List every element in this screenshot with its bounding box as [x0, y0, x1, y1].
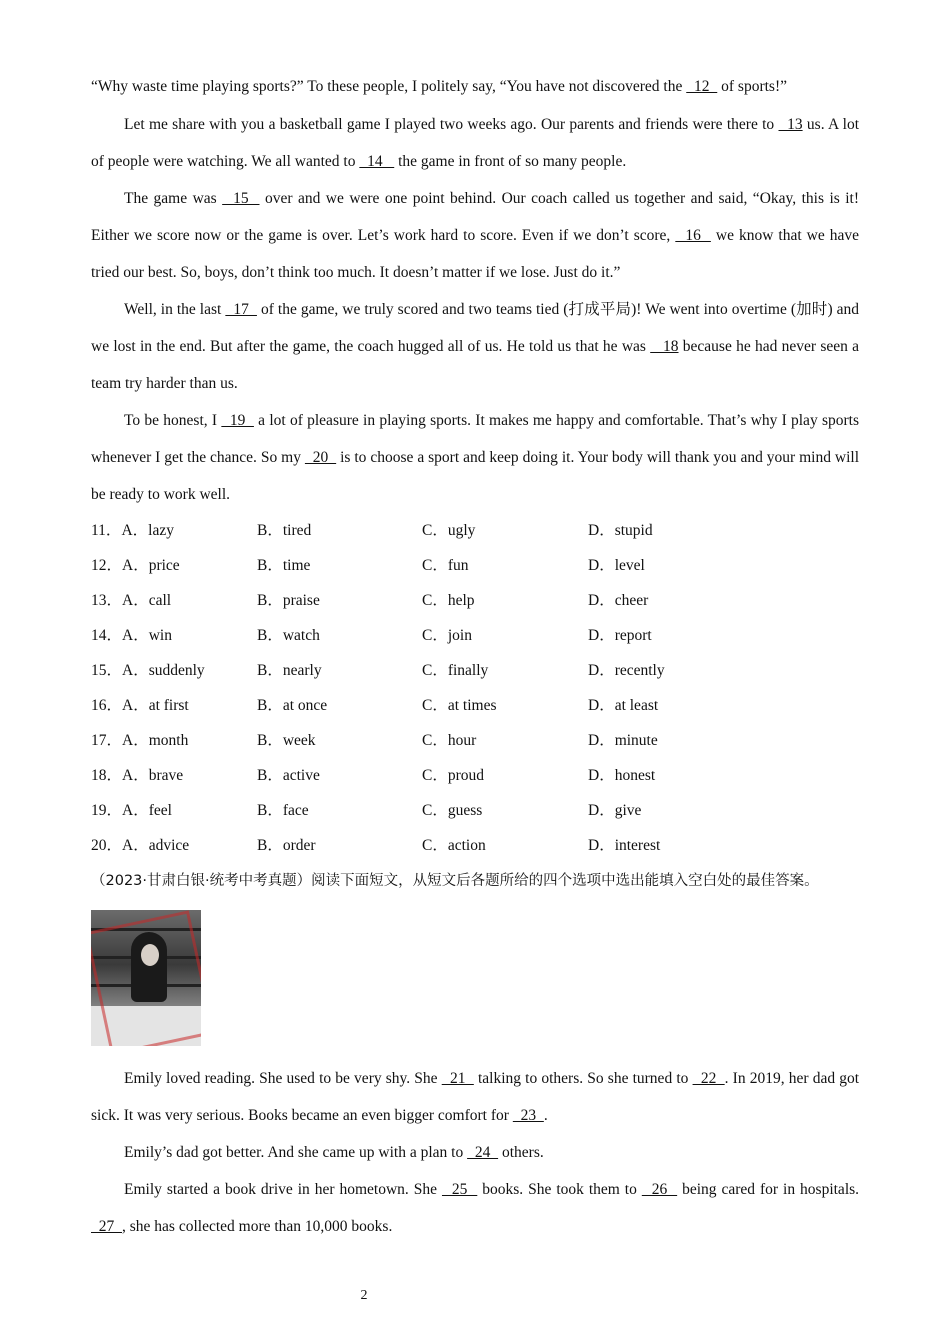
option-d: D．interest	[588, 837, 661, 854]
blank-22: 22	[692, 1070, 725, 1087]
blank-19: 19	[221, 412, 254, 429]
option-c: C．finally	[422, 662, 489, 679]
blank-21: 21	[441, 1070, 474, 1087]
option-d: D．minute	[588, 732, 658, 749]
blank-16: 16	[675, 227, 711, 244]
question-row: 13．A．call B．praise C．help D．cheer	[91, 583, 859, 618]
option-b: B．nearly	[257, 662, 322, 679]
option-c: C．ugly	[422, 522, 476, 539]
question-row: 18．A．brave B．active C．proud D．honest	[91, 758, 859, 793]
option-a: A．call	[122, 592, 172, 609]
option-a: A．advice	[122, 837, 190, 854]
question-row: 11．A．lazy B．tired C．ugly D．stupid	[91, 513, 859, 548]
option-c: C．fun	[422, 557, 469, 574]
option-c: C．help	[422, 592, 475, 609]
option-a: A．price	[122, 557, 180, 574]
option-a: A．win	[122, 627, 172, 644]
option-d: D．honest	[588, 767, 656, 784]
option-b: B．at once	[257, 697, 328, 714]
option-a: A．suddenly	[122, 662, 205, 679]
question-row: 12．A．price B．time C．fun D．level	[91, 548, 859, 583]
option-d: D．level	[588, 557, 645, 574]
option-b: B．order	[257, 837, 316, 854]
blank-23: 23	[512, 1107, 544, 1124]
blank-17: 17	[225, 301, 257, 318]
blank-27: 27	[91, 1218, 122, 1235]
option-d: D．recently	[588, 662, 665, 679]
question-row: 15．A．suddenly B．nearly C．finally D．recently	[91, 653, 859, 688]
blank-13: 13	[778, 116, 803, 133]
option-c: C．join	[422, 627, 472, 644]
option-d: D．at least	[588, 697, 659, 714]
option-a: A．month	[122, 732, 189, 749]
option-d: D．give	[588, 802, 642, 819]
option-c: C．guess	[422, 802, 483, 819]
blank-15: 15	[222, 190, 260, 207]
blank-24: 24	[467, 1144, 499, 1161]
paragraph-7: Emily’s dad got better. And she came up with a plan to 24 others.	[124, 1144, 544, 1161]
paragraph-2: Let me share with you a basketball game I played two weeks ago. Our parents and friends were there to 13 us. A lot of people were watching. We all wanted to 14 the game in front of so many people.	[91, 116, 860, 170]
option-d: D．cheer	[588, 592, 649, 609]
question-row: 16．A．at first B．at once C．at times D．at least	[91, 688, 859, 723]
paragraph-4: Well, in the last 17 of the game, we truly scored and two teams tied (打成平局)! We went into overtime (加时) and we lost in the end. But after the game, the coach hugged all of us. He told us that he was 18 because he had never seen a team try harder than us.	[91, 301, 860, 392]
option-c: C．proud	[422, 767, 485, 784]
option-a: A．feel	[122, 802, 172, 819]
watermark-stamp	[91, 910, 201, 1046]
question-row: 17．A．month B．week C．hour D．minute	[91, 723, 859, 758]
question-row: 14．A．win B．watch C．join D．report	[91, 618, 859, 653]
paragraph-5: To be honest, I 19 a lot of pleasure in playing sports. It makes me happy and comfortable. That’s why I play sports whenever I get the chance. So my 20 is to choose a sport and keep doing it. Your body will thank you and your mind will be ready to work well.	[91, 412, 860, 503]
section-instruction: （2023·甘肃白银·统考中考真题）阅读下面短文，从短文后各题所给的四个选项中选出能填入空白处的最佳答案。	[91, 873, 819, 889]
option-a: A．brave	[122, 767, 184, 784]
option-b: B．active	[257, 767, 320, 784]
question-row: 20．A．advice B．order C．action D．interest	[91, 828, 859, 863]
option-a: A．at first	[122, 697, 189, 714]
page-number: 2	[360, 1288, 368, 1303]
blank-12: 12	[686, 78, 718, 95]
option-d: D．stupid	[588, 522, 653, 539]
article-photo	[91, 910, 201, 1046]
paragraph-8: Emily started a book drive in her hometown. She 25 books. She took them to 26 being cared for in hospitals. 27 , she has collected more than 10,000 books.	[91, 1181, 860, 1235]
blank-25: 25	[441, 1181, 478, 1198]
option-b: B．praise	[257, 592, 320, 609]
question-list	[91, 513, 859, 863]
paragraph-1: “Why waste time playing sports?” To these people, I politely say, “You have not discovered the 12 of sports!”	[91, 78, 787, 95]
blank-26: 26	[641, 1181, 678, 1198]
blank-18: 18	[650, 338, 679, 355]
question-row: 19．A．feel B．face C．guess D．give	[91, 793, 859, 828]
blank-14: 14	[359, 153, 395, 170]
paragraph-6: Emily loved reading. She used to be very shy. She 21 talking to others. So she turned to 22 . In 2019, her dad got sick. It was very serious. Books became an even bigger comfort for 23 .	[91, 1070, 860, 1124]
option-c: C．action	[422, 837, 486, 854]
option-c: C．hour	[422, 732, 477, 749]
option-b: B．watch	[257, 627, 320, 644]
option-d: D．report	[588, 627, 652, 644]
option-b: B．time	[257, 557, 311, 574]
option-b: B．face	[257, 802, 309, 819]
paragraph-3: The game was 15 over and we were one point behind. Our coach called us together and said, “Okay, this is it! Either we score now or the game is over. Let’s work hard to score. Even if we don’t score, 16 we know that we have tried our best. So, boys, don’t think too much. It doesn’t matter if we lose. Just do it.”	[91, 190, 860, 281]
option-b: B．week	[257, 732, 316, 749]
document-page	[91, 72, 859, 1245]
option-c: C．at times	[422, 697, 497, 714]
option-a: A．lazy	[121, 522, 174, 539]
blank-20: 20	[304, 449, 337, 466]
option-b: B．tired	[257, 522, 312, 539]
